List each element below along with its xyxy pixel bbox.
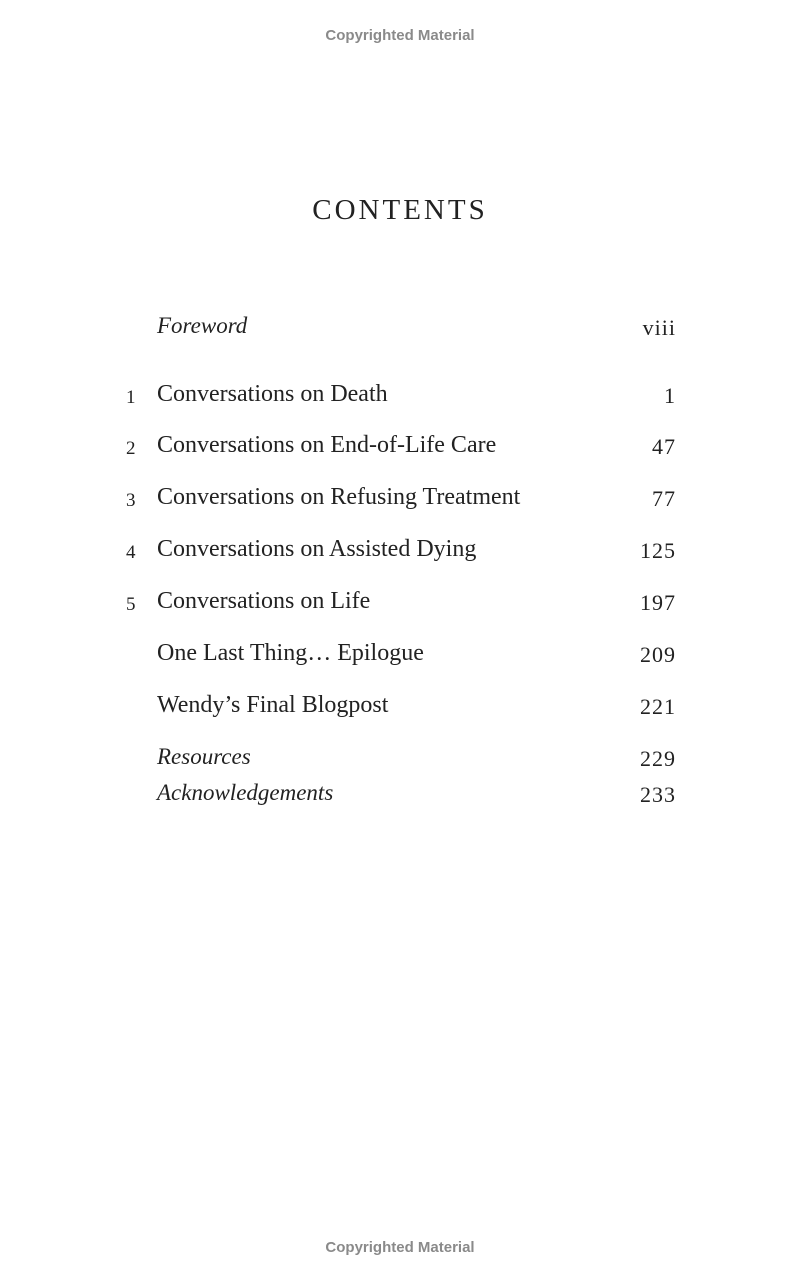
copyright-watermark-top: Copyrighted Material <box>325 27 475 44</box>
toc-entry-page: 197 <box>640 590 676 615</box>
toc-entry-foreword[interactable] <box>120 313 676 345</box>
toc-entry-title: Wendy’s Final Blogpost <box>157 692 389 718</box>
toc-entry-page: viii <box>642 315 676 340</box>
toc-entry-title: Foreword <box>157 313 248 338</box>
page-title: CONTENTS <box>312 194 488 226</box>
toc-entry-title: Resources <box>157 744 251 769</box>
toc-entry-chapter-2[interactable] <box>120 432 676 464</box>
copyright-watermark-bottom: Copyrighted Material <box>325 1239 475 1256</box>
toc-entry-final-blogpost[interactable] <box>120 692 676 724</box>
toc-entry-number: 5 <box>126 594 136 615</box>
toc-entry-title: Conversations on End-of-Life Care <box>157 432 497 458</box>
toc-entry-number: 2 <box>126 438 136 459</box>
toc-entry-page: 221 <box>640 694 676 719</box>
toc-entry-title: Acknowledgements <box>157 780 334 805</box>
toc-entry-chapter-4[interactable] <box>120 536 676 568</box>
toc-entry-title: Conversations on Assisted Dying <box>157 536 477 562</box>
toc-entry-epilogue[interactable] <box>120 640 676 672</box>
toc-entry-title: Conversations on Refusing Treatment <box>157 484 521 510</box>
toc-entry-page: 1 <box>664 383 676 408</box>
toc-entry-number: 1 <box>126 387 136 408</box>
toc-entry-resources[interactable] <box>120 744 676 776</box>
toc-entry-page: 77 <box>652 486 676 511</box>
toc-entry-title: Conversations on Life <box>157 588 371 614</box>
toc-entry-number: 4 <box>126 542 136 563</box>
toc-entry-page: 233 <box>640 782 676 807</box>
toc-entry-page: 47 <box>652 434 676 459</box>
toc-entry-title: One Last Thing… Epilogue <box>157 640 424 666</box>
toc-entry-acknowledgements[interactable] <box>120 780 676 812</box>
toc-entry-chapter-1[interactable] <box>120 381 676 413</box>
toc-entry-chapter-3[interactable] <box>120 484 676 516</box>
toc-entry-number: 3 <box>126 490 136 511</box>
toc-entry-chapter-5[interactable] <box>120 588 676 620</box>
toc-entry-page: 125 <box>640 538 676 563</box>
toc-entry-page: 209 <box>640 642 676 667</box>
toc-entry-title: Conversations on Death <box>157 381 388 407</box>
toc-entry-page: 229 <box>640 746 676 771</box>
